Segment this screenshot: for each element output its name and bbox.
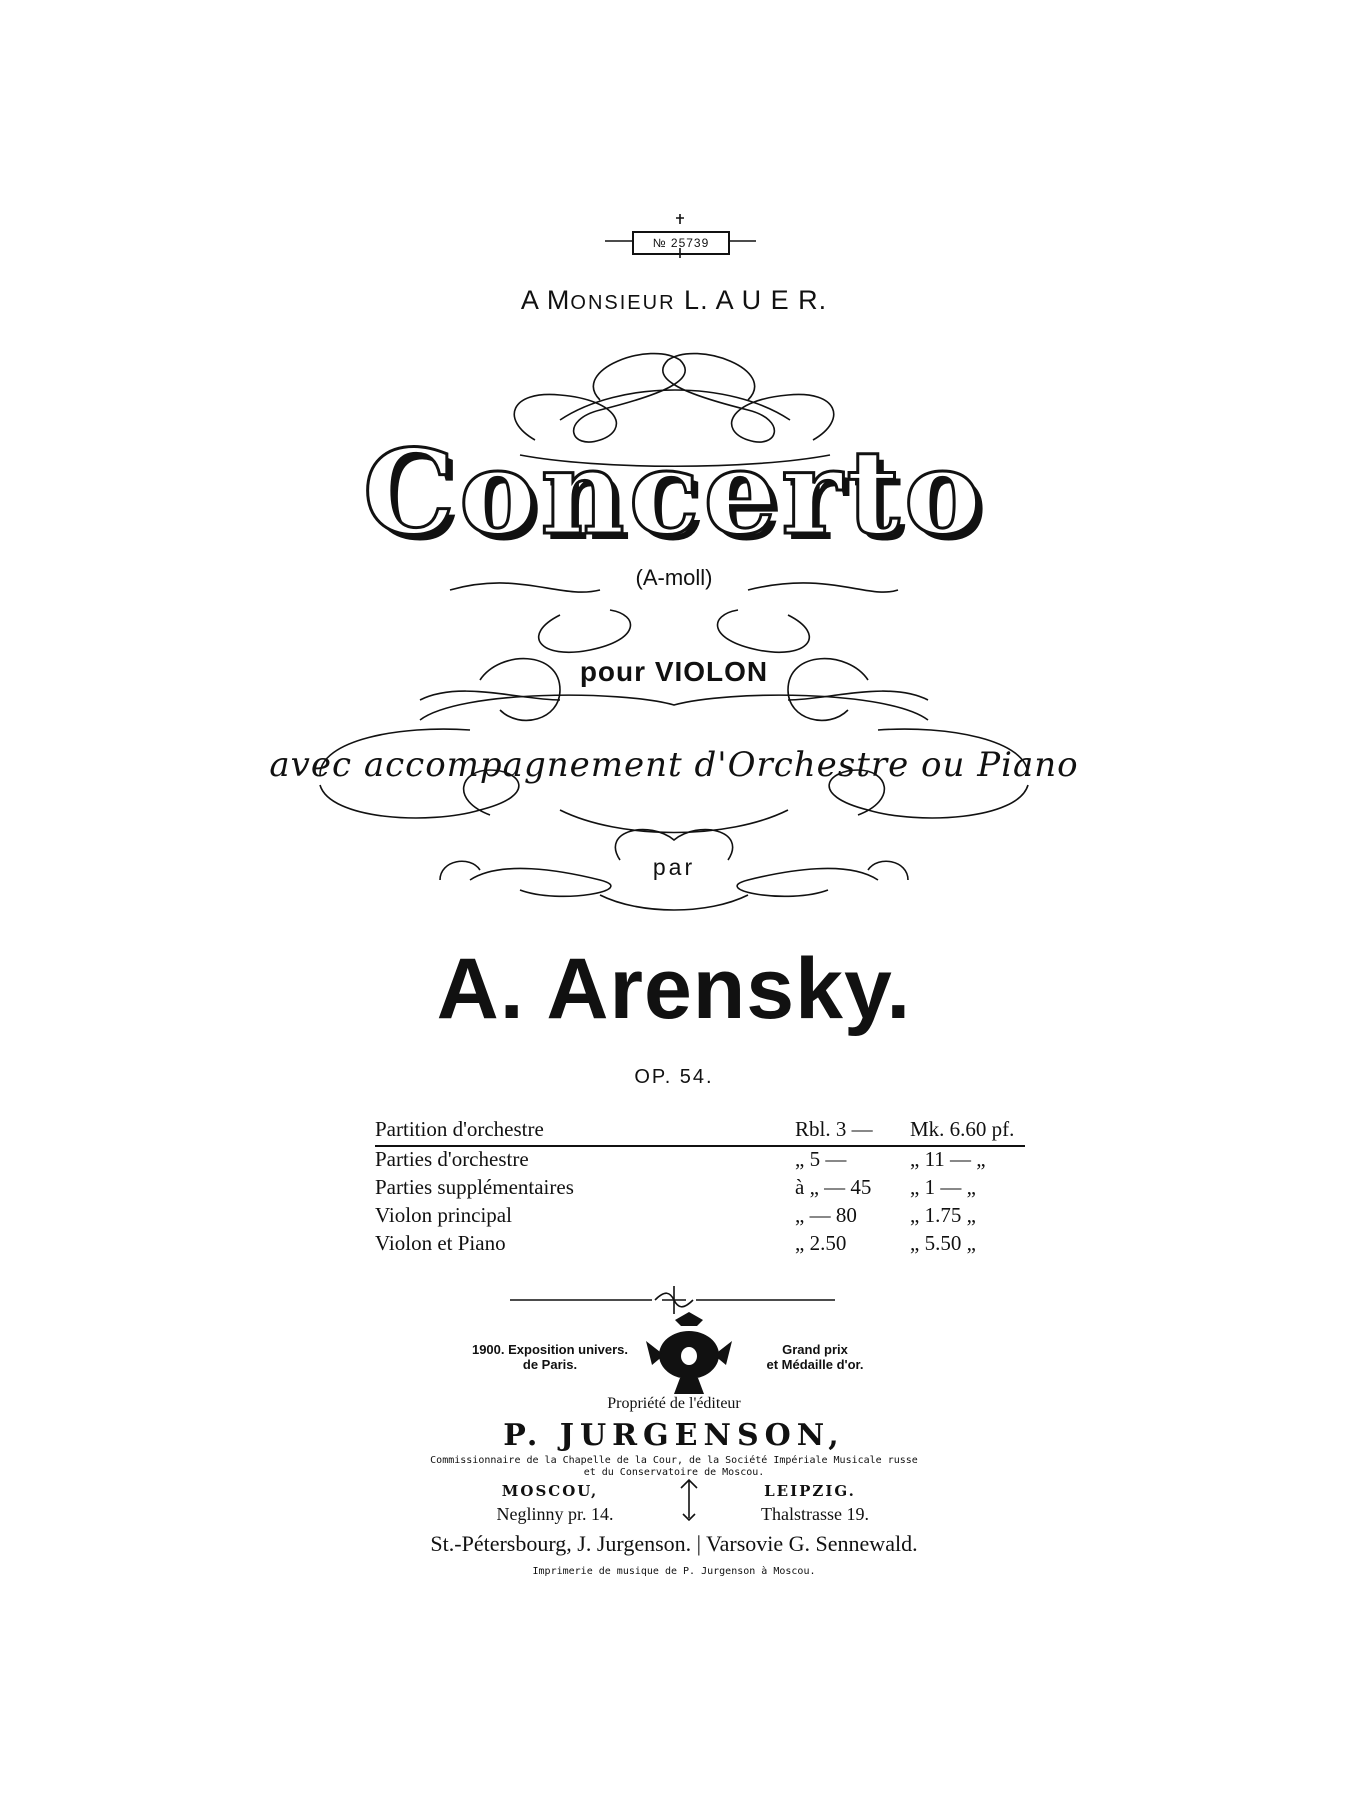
city-leipzig: LEIPZIG. (764, 1482, 856, 1500)
price-rubles: à „ — 45 (795, 1175, 872, 1199)
price-row (375, 1175, 1025, 1203)
dedication-name: L. A U E R. (684, 285, 828, 315)
price-label: Violon et Piano (375, 1231, 506, 1255)
price-table (375, 1117, 1025, 1259)
printer-notice: Imprimerie de musique de P. Jurgenson à Moscou. (532, 1566, 816, 1577)
price-rubles: „ — 80 (795, 1203, 857, 1227)
composer-name: A. Arensky. (436, 941, 912, 1037)
commission-text (0, 1455, 1348, 1479)
exposition-line: et Médaille d'or. (766, 1357, 864, 1372)
plate-number: № 25739 (632, 231, 730, 255)
dedication-prefix: A M (520, 285, 571, 315)
address-moscow: Neglinny pr. 14. (496, 1504, 614, 1524)
price-row (375, 1117, 1025, 1147)
opus-number: OP. 54. (634, 1066, 714, 1088)
branches: St.-Pétersbourg, J. Jurgenson. | Varsovie G. Sennewald. (430, 1531, 918, 1556)
price-marks: „ 11 — „ (910, 1147, 986, 1171)
dedication-small-caps: ONSIEUR (570, 292, 676, 314)
exposition-left (455, 1342, 645, 1372)
exposition-line: 1900. Exposition univers. (471, 1342, 629, 1357)
price-rubles: Rbl. 3 — (795, 1117, 873, 1141)
key-signature: (A-moll) (635, 565, 713, 590)
page-title: Concerto (362, 425, 986, 561)
price-label: Violon principal (375, 1203, 512, 1227)
instrument: pour VIOLON (579, 656, 769, 687)
city-moscow: MOSCOU, (501, 1482, 599, 1500)
price-label: Parties supplémentaires (375, 1175, 574, 1199)
price-row (375, 1147, 1025, 1175)
accompaniment: avec accompagnement d'Orchestre ou Piano (269, 745, 1079, 785)
price-row (375, 1231, 1025, 1259)
price-rubles: „ 2.50 (795, 1231, 847, 1255)
publisher-name: P. JURGENSON, (503, 1418, 845, 1453)
address-leipzig: Thalstrasse 19. (761, 1504, 869, 1524)
commission-line: Commissionnaire de la Chapelle de la Cour, de la Société Impériale Musicale russe (430, 1455, 918, 1466)
price-row (375, 1203, 1025, 1231)
exposition-line: Grand prix (782, 1342, 848, 1357)
price-rubles: „ 5 — (795, 1147, 847, 1171)
price-marks: Mk. 6.60 pf. (910, 1117, 1015, 1141)
commission-line: et du Conservatoire de Moscou. (583, 1467, 765, 1478)
exposition-line: de Paris. (522, 1357, 578, 1372)
price-marks: „ 1 — „ (910, 1175, 976, 1199)
price-marks: „ 5.50 „ (910, 1231, 976, 1255)
price-label: Parties d'orchestre (375, 1147, 529, 1171)
price-marks: „ 1.75 „ (910, 1203, 976, 1227)
plate-number-ornament (600, 222, 760, 262)
dedication (0, 285, 1348, 316)
par-label: par (652, 854, 696, 880)
exposition-right (735, 1342, 895, 1372)
property-notice: Propriété de l'éditeur (607, 1395, 741, 1412)
price-label: Partition d'orchestre (375, 1117, 544, 1141)
